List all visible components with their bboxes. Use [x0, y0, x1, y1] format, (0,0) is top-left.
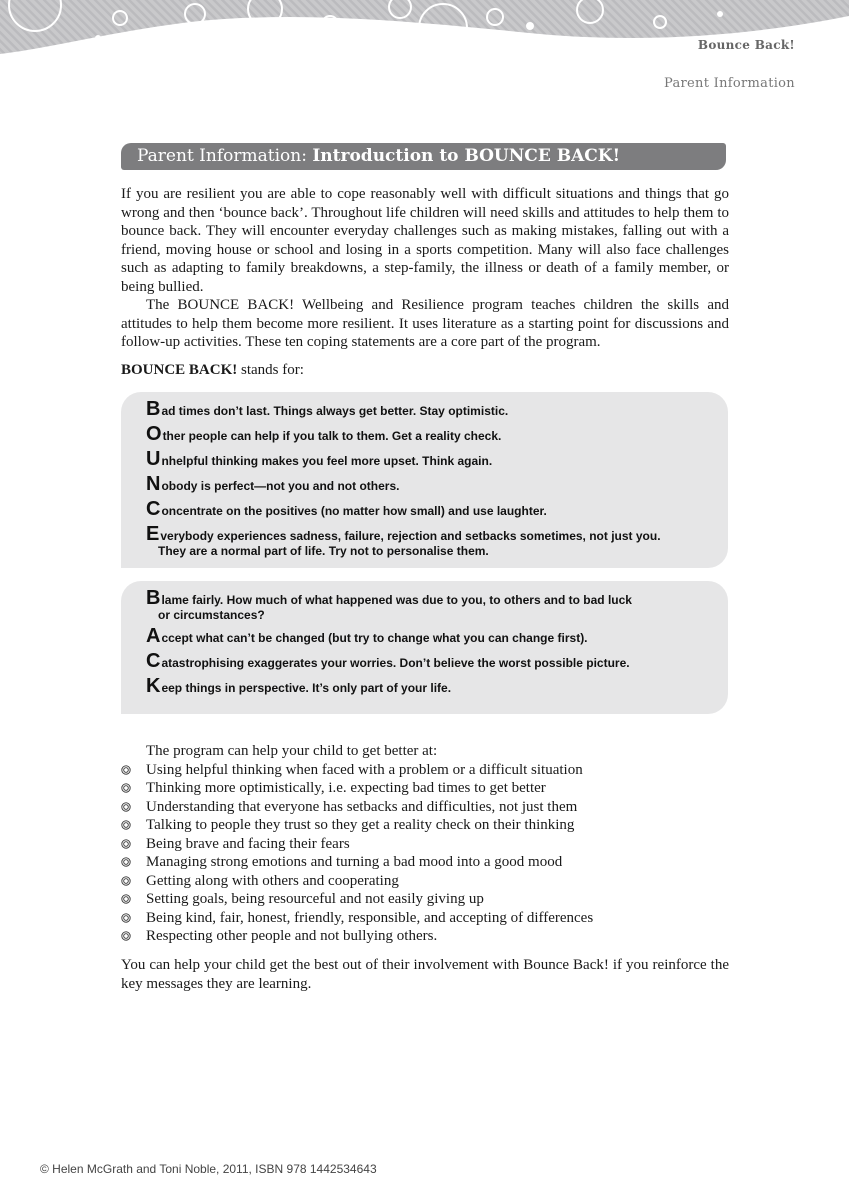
statement-text: ther people can help if you talk to them. Get a reality check. — [162, 429, 502, 443]
statement-text: obody is perfect—not you and not others. — [161, 479, 400, 493]
statement-initial: B — [146, 587, 161, 609]
coping-statement — [146, 675, 728, 697]
list-item-text: Being kind, fair, honest, friendly, responsible, and accepting of differences — [146, 909, 594, 926]
statement-initial: K — [146, 675, 161, 697]
circle-bullet-icon — [121, 913, 131, 923]
intro-text — [121, 185, 729, 352]
statement-text: verybody experiences sadness, failure, rejection and setbacks sometimes, not just you. — [160, 529, 661, 543]
list-item — [121, 798, 729, 817]
statement-text: lame fairly. How much of what happened was due to you, to others and to bad luck — [161, 593, 632, 607]
statement-text: atastrophising exaggerates your worries. Don’t believe the worst possible picture. — [161, 656, 630, 670]
circle-bullet-icon — [121, 839, 131, 849]
statement-initial: C — [146, 650, 161, 672]
statement-text: ad times don’t last. Things always get better. Stay optimistic. — [161, 404, 509, 418]
circle-bullet-icon — [121, 876, 131, 886]
stands-for-line — [121, 361, 729, 380]
section-title: Parent Information — [664, 76, 795, 91]
list-item — [121, 872, 729, 891]
list-item-text: Managing strong emotions and turning a bad mood into a good mood — [146, 854, 563, 870]
coping-statement — [146, 398, 728, 420]
title-main: Introduction to BOUNCE BACK! — [312, 146, 621, 166]
statement-initial: O — [146, 423, 162, 445]
list-item — [121, 761, 729, 780]
stands-for-bold: BOUNCE BACK! — [121, 362, 238, 378]
page-title — [121, 143, 726, 170]
back-statements-box — [121, 581, 728, 714]
list-item — [121, 909, 729, 928]
circle-bullet-icon — [121, 783, 131, 793]
closing-paragraph: You can help your child get the best out of their involvement with Bounce Back! if you reinforce the key messages they are learning. — [121, 957, 729, 992]
copyright-footer: © Helen McGrath and Toni Noble, 2011, ISBN 978 1442534643 — [40, 1162, 377, 1176]
program-list — [121, 761, 729, 946]
coping-statement — [146, 448, 728, 470]
statement-text: oncentrate on the positives (no matter how small) and use laughter. — [161, 504, 547, 518]
title-prefix: Parent Information: — [137, 146, 313, 166]
list-item-text: Understanding that everyone has setbacks and difficulties, not just them — [146, 798, 578, 815]
list-item — [121, 853, 729, 872]
statement-initial: A — [146, 625, 161, 647]
circle-bullet-icon — [121, 931, 131, 941]
circle-bullet-icon — [121, 765, 131, 775]
intro-paragraph-2: The BOUNCE BACK! Wellbeing and Resilience program teaches children the skills and attitudes to help them become more resilient. It uses literature as a starting point for discussions and follow-up activities. These ten coping statements are a core part of the program. — [121, 297, 729, 350]
circle-bullet-icon — [121, 802, 131, 812]
list-item-text: Being brave and facing their fears — [146, 835, 350, 852]
list-item — [121, 816, 729, 835]
statement-text: nhelpful thinking makes you feel more upset. Think again. — [161, 454, 493, 468]
stands-for-rest: stands for: — [237, 362, 304, 378]
bounce-statements-box — [121, 392, 728, 568]
statement-text: ccept what can’t be changed (but try to change what you can change first). — [161, 631, 588, 645]
program-lead: The program can help your child to get better at: — [146, 743, 438, 759]
list-item — [121, 835, 729, 854]
closing-text — [121, 956, 729, 993]
statement-text: eep things in perspective. It’s only part of your life. — [161, 681, 452, 695]
circle-bullet-icon — [121, 894, 131, 904]
series-title: Bounce Back! — [697, 38, 795, 52]
list-item — [121, 927, 729, 946]
list-item — [121, 779, 729, 798]
coping-statement — [146, 498, 728, 520]
coping-statement — [146, 650, 728, 672]
statement-initial: U — [146, 448, 161, 470]
coping-statement — [146, 473, 728, 495]
coping-statement — [146, 523, 728, 558]
circle-bullet-icon — [121, 820, 131, 830]
list-item — [121, 890, 729, 909]
program-section — [121, 742, 729, 946]
intro-paragraph-1: If you are resilient you are able to cope reasonably well with difficult situations and things that go wrong and then ‘bounce back’. Throughout life children will need skills and attitudes to help them to bounce back. They will encounter everyday challenges such as making mistakes, falling out with a friend, moving house or school and losing in a sports competition. Many will also face challenges such as adapting to family breakdowns, a step-family, the illness or death of a family member, or being bullied. — [121, 186, 729, 295]
statement-continuation: or circumstances? — [158, 608, 265, 622]
list-item-text: Setting goals, being resourceful and not easily giving up — [146, 891, 484, 907]
list-item-text: Using helpful thinking when faced with a problem or a difficult situation — [146, 761, 583, 778]
list-item-text: Respecting other people and not bullying others. — [146, 928, 438, 944]
list-item-text: Thinking more optimistically, i.e. expecting bad times to get better — [146, 780, 546, 796]
coping-statement — [146, 587, 728, 622]
statement-initial: B — [146, 398, 161, 420]
coping-statement — [146, 625, 728, 647]
coping-statement — [146, 423, 728, 445]
circle-bullet-icon — [121, 857, 131, 867]
statement-initial: E — [146, 523, 160, 545]
statement-initial: C — [146, 498, 161, 520]
list-item-text: Talking to people they trust so they get a reality check on their thinking — [146, 817, 575, 833]
statement-continuation: They are a normal part of life. Try not to personalise them. — [158, 544, 489, 558]
statement-initial: N — [146, 473, 161, 495]
list-item-text: Getting along with others and cooperating — [146, 872, 399, 889]
